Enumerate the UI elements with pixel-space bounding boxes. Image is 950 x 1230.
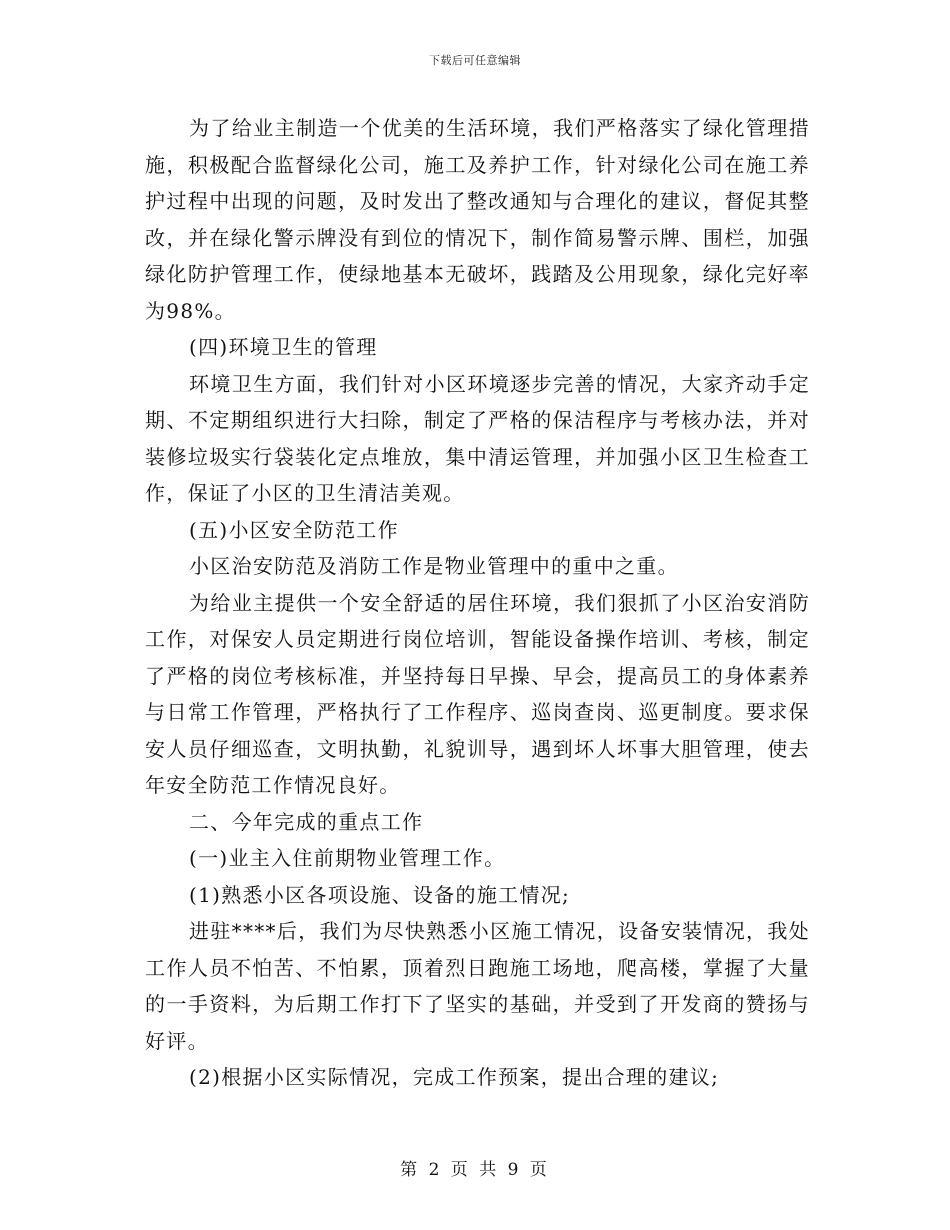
section-heading-key-work: 二、今年完成的重点工作 — [189, 809, 424, 834]
document-body — [145, 110, 810, 1096]
paragraph-security-intro: 小区治安防范及消防工作是物业管理中的重中之重。 — [189, 554, 679, 578]
subheading-pre-occupancy: (一)业主入住前期物业管理工作。 — [189, 846, 506, 870]
paragraph-site-familiarization: 进驻****后，我们为尽快熟悉小区施工情况，设备安装情况，我处工作人员不怕苦、不怕累，顶着烈日跑施工场地，爬高楼，掌握了大量的一手资料，为后期工作打下了坚实的基础，并受到了开发商的赞扬与好评。 — [145, 919, 810, 1053]
paragraph-environment-hygiene: 环境卫生方面，我们针对小区环境逐步完善的情况，大家齐动手定期、不定期组织进行大扫除，制定了严格的保洁程序与考核办法，并对装修垃圾实行袋装化定点堆放，集中清运管理，并加强小区卫生检查工作，保证了小区的卫生清洁美观。 — [145, 371, 810, 505]
paragraph-greening-management: 为了给业主制造一个优美的生活环境，我们严格落实了绿化管理措施，积极配合监督绿化公司，施工及养护工作，针对绿化公司在施工养护过程中出现的问题，及时发出了整改通知与合理化的建议，督促其整改，并在绿化警示牌没有到位的情况下，制作简易警示牌、围栏，加强绿化防护管理工作，使绿地基本无破坏，践踏及公用现象，绿化完好率为98%。 — [145, 116, 810, 323]
paragraph-security-details: 为给业主提供一个安全舒适的居住环境，我们狠抓了小区治安消防工作，对保安人员定期进行岗位培训，智能设备操作培训、考核，制定了严格的岗位考核标准，并坚持每日早操、早会，提高员工的身体素养与日常工作管理，严格执行了工作程序、巡岗查岗、巡更制度。要求保安人员仔细巡查，文明执勤，礼貌训导，遇到坏人坏事大胆管理，使去年安全防范工作情况良好。 — [145, 590, 810, 797]
page-header: 下载后可任意编辑 — [429, 54, 521, 67]
item-heading-1: (1)熟悉小区各项设施、设备的施工情况; — [189, 882, 571, 907]
page-number-footer: 第 2 页 共 9 页 — [400, 1160, 550, 1180]
item-heading-2: (2)根据小区实际情况，完成工作预案，提出合理的建议; — [189, 1065, 720, 1089]
section-heading-security: (五)小区安全防范工作 — [189, 517, 399, 542]
section-heading-environment: (四)环境卫生的管理 — [189, 335, 378, 359]
